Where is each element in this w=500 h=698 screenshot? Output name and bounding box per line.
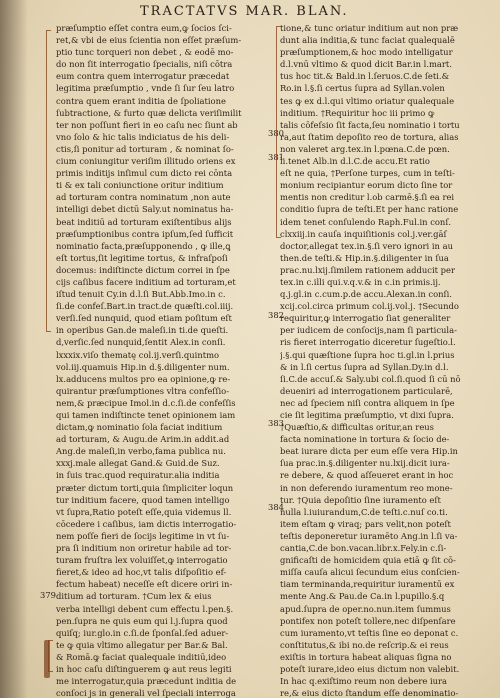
text-line: monium recipiantur eorum dicto ſine tor bbox=[280, 180, 453, 191]
text-line: nulla l.iuiurandum,C.de teſti.c.nuſ co.ti. bbox=[280, 506, 448, 517]
text-line: deueniri ad interrogationem particularē, bbox=[280, 385, 453, 396]
text-line: miſſa cauſa alicui ſecundum eius conſcien- bbox=[280, 567, 460, 578]
text-line: ditium ad torturam. †Cum lex & eius bbox=[56, 591, 212, 602]
text-line: fieret,& ideo ad hoc,vt talis diſpoſitio ef- bbox=[56, 567, 227, 578]
text-line: li.tenet Alb.in d.l.C.de accu.Et ratio bbox=[280, 156, 430, 167]
text-line: in ſuis trac.quod requiratur.alia inditia bbox=[56, 470, 220, 481]
text-line: cijs caſibus facere inditium ad torturam,et bbox=[56, 276, 236, 287]
margin-number-384: 384 bbox=[268, 502, 284, 512]
page-header bbox=[0, 4, 500, 24]
text-line: do non ſit interrogatio ſpecialis, niſi cōtra bbox=[56, 59, 233, 70]
text-line: facta nominatione in tortura & ſocio de- bbox=[280, 434, 450, 445]
text-line: Ro.in l.§.ſi certus ſupra ad Syllan.volen bbox=[280, 83, 445, 94]
text-line: ret,& vbi de eius ſcientia non eſſet præſum- bbox=[56, 35, 242, 46]
hand-drawn-bracket-right bbox=[276, 26, 281, 238]
text-line: re debere, & quod aſſeueret erant in hoc bbox=[280, 470, 454, 481]
text-line: gnificaſti de homicidem quia etiā ꝙ ſit cō- bbox=[280, 555, 456, 566]
text-line: apud.ſupra de oper.no.nun.item ſummus bbox=[280, 603, 451, 614]
text-line: beat iurare dicta per eum eſſe vera Hip.in bbox=[280, 446, 458, 457]
text-line: tione,& tunc oriatur inditium aut non præ bbox=[280, 23, 459, 33]
text-line: nominatio facta,præſupponendo , ꝙ ille,ꝗ bbox=[56, 240, 231, 251]
text-line: cōcedere i caſibus, iam dictis interrogatio- bbox=[56, 518, 237, 529]
text-line: tus hoc tit.& Bald.in l.ſeruos.C.de ſeti.& bbox=[280, 71, 450, 82]
text-line: vt ſupra,Ratio poteſt eſſe,quia videmus ll. bbox=[56, 506, 232, 517]
text-line: ti & ex tali coniunctione oritur inditium bbox=[56, 180, 224, 191]
text-line: prac.nu.lxij.ſimilem rationem adducit per bbox=[280, 264, 455, 275]
text-line: requiritur,ꝙ interrogatio ſiat generaliter bbox=[280, 313, 451, 324]
text-line: tex.in c.illi qui.v.q.v.& in c.in primis.ij. bbox=[280, 276, 441, 287]
text-line: tur. †Quia depoſitio ſine iuramento eſt bbox=[280, 494, 441, 505]
text-line: xcij.col.circa primum col.ij.vol.j. †Secundo bbox=[280, 301, 459, 312]
hand-drawn-bracket-left bbox=[46, 30, 51, 332]
right-text-column bbox=[280, 22, 498, 698]
text-line: pra ſi inditium non oriretur habile ad tor- bbox=[56, 543, 232, 554]
text-line: nem,& præcipue Imol.in d.c.ſi.de confeſſis bbox=[56, 397, 236, 408]
text-line: tur inditium facere, quod tamen intelligo bbox=[56, 494, 230, 505]
text-line: ter non poſſunt fieri in eo caſu nec ſiunt ab bbox=[56, 119, 238, 130]
text-line: Ang.de maleſi,in verbo,fama publica nu. bbox=[56, 446, 226, 457]
text-line: nec ad ſpeciem niſi contra aliquem in ſpe bbox=[280, 397, 455, 408]
text-line: re,& eius dicto ſtandum eſſe denominatio- bbox=[280, 688, 459, 698]
margin-number-380: 380 bbox=[268, 128, 284, 138]
margin-number-381: 381 bbox=[268, 152, 284, 162]
text-line: conditio ſupra de teſti.Et per hanc ratione bbox=[280, 204, 459, 215]
text-line: in operibus Gan.de maleſi.in ti.de queſti. bbox=[56, 325, 229, 336]
text-line: q.j.gl.in c.cum.p.de accu.Alexan.in conſi. bbox=[280, 289, 452, 300]
text-line: in hoc caſu diſtinguerem ꝙ aut reus legiti bbox=[56, 663, 232, 674]
text-line: inditium. †Requiritur hoc iii primo ꝙ bbox=[280, 107, 435, 118]
text-line: ad torturam contra nominatum ,non aute bbox=[56, 192, 231, 203]
text-line: mente Ang.& Pau.de Ca.in l.pupillo.§.q bbox=[280, 591, 445, 602]
text-line: præter dictum torti,quia ſimpliciter loqun bbox=[56, 482, 234, 493]
text-line: talis cōfeſsio ſit facta,ſeu nominatio i tortu bbox=[280, 119, 460, 130]
text-line: mentis non creditur l.ob carmē.§.ſi ea rei bbox=[280, 192, 455, 203]
text-line: præſumptionibus contra ipſum,ſed ſufficit bbox=[56, 228, 234, 239]
text-line: ſubtractione, & furto quæ delicta veriſimilit bbox=[56, 107, 242, 118]
text-line: xxxj.male allegat Gand.& Guid.de Suz. bbox=[56, 458, 220, 469]
text-line: teſtis deponeretur iuramēto Ang.in l.ſi va- bbox=[280, 530, 458, 541]
text-line: præſumptionem,& hoc modo intelligatur bbox=[280, 47, 453, 58]
text-line: vol.iij.quamuis Hip.in d.§.diligenter num. bbox=[56, 361, 230, 372]
text-line: turam fruſtra lex voluiſſet,ꝙ interrogatio bbox=[56, 555, 228, 566]
text-line: ris fieret interrogatio diceretur ſugeſtio.l. bbox=[280, 337, 456, 348]
margin-number-382: 382 bbox=[268, 310, 284, 320]
text-line: docemus: indiſtincte dictum correi in ſpe bbox=[56, 264, 230, 275]
text-line: dunt alia inditia,& tunc faciat qualequalē bbox=[280, 35, 455, 46]
text-line: in non deferendo iuramentum reo mone- bbox=[280, 482, 453, 493]
text-line: idem tenet conſulendo Raph.Ful.in conſ. bbox=[280, 216, 452, 227]
text-line: me interrogatur,quia præcedunt inditia de bbox=[56, 676, 237, 687]
text-line: †Quæſtio,& difficultas oritur,an reus bbox=[280, 422, 434, 433]
text-line: lx.adducens multos pro ea opinione,ꝙ re- bbox=[56, 373, 231, 384]
text-line: ad torturam, & Augu.de Arim.in addit.ad bbox=[56, 434, 230, 445]
text-line: eſt ne quia, †Perſone turpes, cum in teſti- bbox=[280, 168, 455, 179]
text-line: præſumptio eſſet contra eum,ꝙ ſocios ſci- bbox=[56, 23, 232, 33]
text-line: per iudicem de conſocijs,nam ſi particula- bbox=[280, 325, 457, 336]
text-line: j.§.qui quæſtione ſupra hoc ti.gl.in l.prius bbox=[280, 349, 455, 360]
text-line: & Romā.ꝙ faciat qualequale inditiū,ideo bbox=[56, 651, 227, 662]
margin-number-383: 383 bbox=[268, 418, 284, 428]
text-line: primis inditijs inſimul cum dicto rei cōnta bbox=[56, 168, 233, 179]
text-line: pontifex non poteſt tollere,nec diſpenſare bbox=[280, 615, 456, 626]
text-line: d.l.vnū vltimo & quod dicit Bar.in l.mart. bbox=[280, 59, 452, 70]
text-line: iſtud tenuit Cy.in d.l.ſi But.Abb.Imo.in c. bbox=[56, 289, 226, 300]
text-line: In hac q.exiſtimo reum non debere iura bbox=[280, 676, 448, 687]
text-line: tes ꝙ ex d.l.qui vltimo oriatur qualequale bbox=[280, 95, 455, 106]
text-line: ſua prac.in.§.diligenter nu.lxij.dicit iura- bbox=[280, 458, 450, 469]
text-line: pen.ſupra ne quis eum qui l.j.ſupra quod bbox=[56, 615, 228, 626]
text-line: verſi.ſed nunquid, quod etiam poſitum eſt bbox=[56, 313, 232, 324]
text-line: non valeret arg.tex.in l.pœna.C.de pœn. bbox=[280, 143, 450, 154]
text-line: clxxiij.in cauſa inquiſitionis col.j.ver.gāſ bbox=[280, 228, 447, 239]
text-line: cie ſit legitima præſumptio, vt dixi ſupra. bbox=[280, 410, 454, 420]
left-text-column bbox=[56, 22, 274, 698]
text-line: ſi.de confeſ.Bart.in tract.de quæſti.col.iiij. bbox=[56, 301, 234, 312]
text-line: d,verſic.ſed nunquid,ſentit Alex.in conſi. bbox=[56, 337, 226, 348]
text-line: vno ſolo & hic talis indiciatus de his deli- bbox=[56, 131, 230, 142]
text-line: qui tamen indiſtincte tenet opinionem iam bbox=[56, 410, 236, 420]
text-line: ra,aut ſtatim depoſito reo de tortura, alias bbox=[280, 131, 459, 142]
running-head: TRACTATVS MAR. BLAN. bbox=[140, 4, 349, 19]
text-line: poteſt iurare,ideo eius dictum non valebit. bbox=[280, 663, 460, 674]
text-line: intelligi debet dictū Saly.ut nominatus ha- bbox=[56, 204, 234, 215]
text-line: beat inditiū ad torturam exiſtentibus alijs bbox=[56, 216, 232, 227]
text-line: fectum habeat) neceſſe eſt dicere oriri in- bbox=[56, 579, 233, 590]
text-line: ſi.C.de accuſ.& Saly.ubi col.ſi.quod ſi cū nō bbox=[280, 373, 461, 384]
text-line: quiſq; iur.glo.in c.ſi.de ſponſal.ſed aduer- bbox=[56, 627, 229, 638]
text-line: ctis,ſi ponitur ad torturam , & nominat ſo- bbox=[56, 143, 234, 154]
text-line: eſt tortus,ſit legitime tortus, & infraſpoſi bbox=[56, 252, 228, 263]
ink-annotation-mark bbox=[44, 640, 50, 678]
text-line: quirantur præſumptiones vltra confeſſio- bbox=[56, 385, 230, 396]
text-line: verba intelligi debent cum effectu l.pen.§. bbox=[56, 603, 234, 614]
margin-number-379: 379 bbox=[40, 590, 56, 600]
text-line: exiſtis in tortura habeat aliquas ſigna no bbox=[280, 651, 452, 662]
text-line: cium coniungitur veriſim illitudo oriens ex bbox=[56, 156, 236, 167]
text-line: conſtitutus,& ibi no.de reſcrip.& ei reus bbox=[280, 639, 449, 650]
text-line: doctor,allegat tex.in.§.ſi vero ignori in au bbox=[280, 240, 454, 251]
text-line: ptio tunc torqueri non debet , & eodē mo- bbox=[56, 47, 234, 58]
text-line: te ꝙ quia vltimo allegatur per Bar.& Bal. bbox=[56, 639, 228, 650]
text-line: contra quem erant inditia de ſpoliatione bbox=[56, 95, 226, 106]
text-line: cum iuramento,vt teſtis ſine eo deponat c. bbox=[280, 627, 459, 638]
text-line: item eſtam ꝙ viraq; pars velit,non poteſt bbox=[280, 518, 451, 529]
text-line: conſoci js in generali vel ſpeciali interroga bbox=[56, 688, 236, 698]
text-line: nem poſſe fieri de ſocijs legitime in vt ſu- bbox=[56, 530, 230, 541]
text-line: & in l.ſi certus ſupra ad Syllan.Dy.in d.l. bbox=[280, 361, 449, 372]
text-line: tiam terminanda,requiritur iuramentū ex bbox=[280, 579, 455, 590]
text-line: then.de teſti.& Hip.in.§.diligenter in ſua bbox=[280, 252, 449, 263]
gutter-shadow bbox=[0, 0, 28, 698]
text-line: dictam,ꝙ nominatio ſola faciat inditium bbox=[56, 422, 223, 433]
text-line: eum contra quem interrogatur præcedat bbox=[56, 71, 230, 82]
text-line: cantia,C.de bon.vacan.libr.x.Fely.in c.ſi- bbox=[280, 543, 447, 554]
text-line: lxxxix.viſo thematę col.ij.verſi.quintmo bbox=[56, 349, 220, 360]
text-line: legitima præſumptio , vnde ſi ſur ſeu latro bbox=[56, 83, 235, 94]
